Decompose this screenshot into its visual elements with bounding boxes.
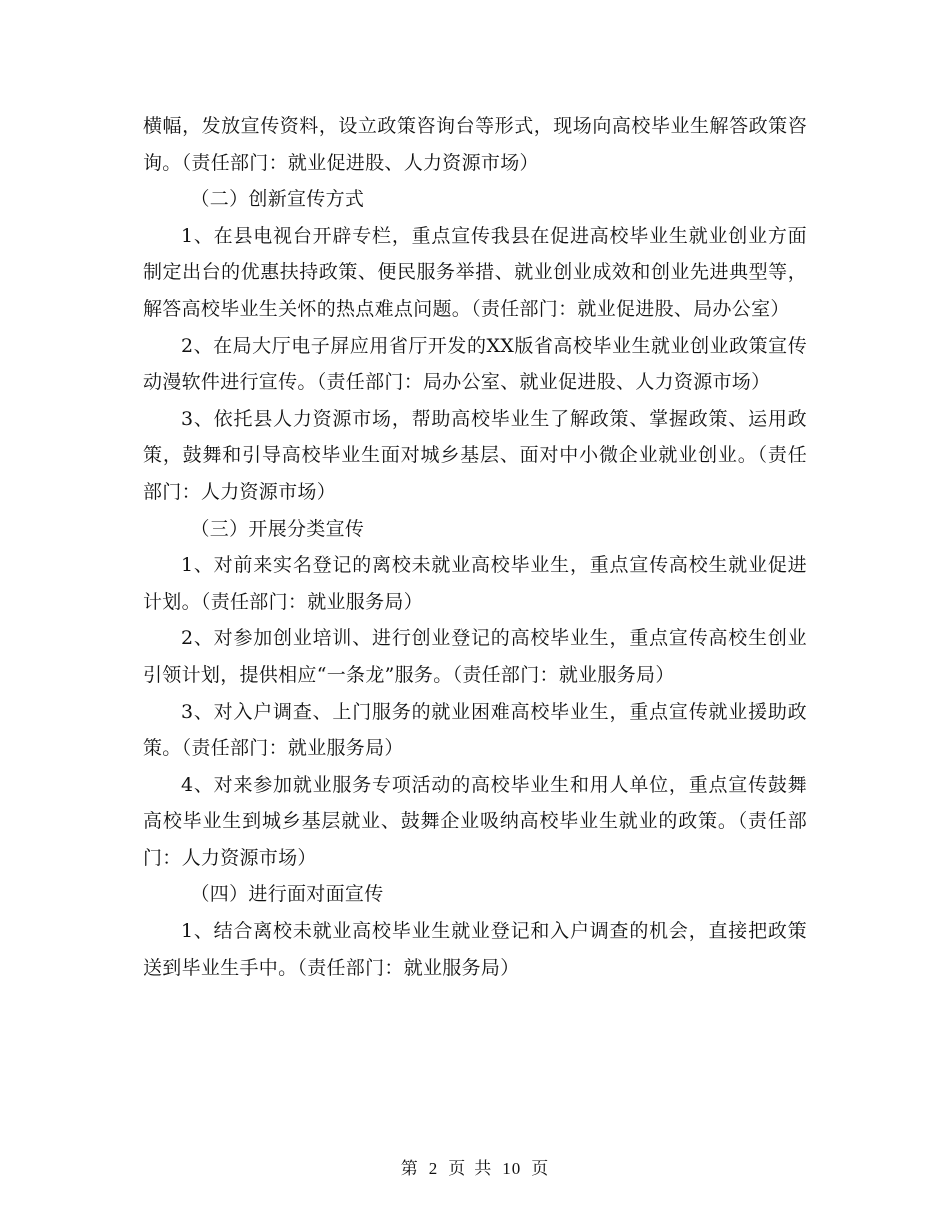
paragraph-registration: 1、对前来实名登记的离校未就业高校毕业生，重点宣传高校生就业促进计划。（责任部门：就业服务局） xyxy=(143,554,807,613)
paragraph-deliver-policy: 1、结合离校未就业高校毕业生就业登记和入户调查的机会，直接把政策送到毕业生手中。（责任部门：就业服务局） xyxy=(143,920,807,979)
paragraph-home-visits: 3、对入户调查、上门服务的就业困难高校毕业生，重点宣传就业援助政策。（责任部门：就业服务局） xyxy=(143,700,807,760)
section-heading-innovate-publicity: （二）创新宣传方式 xyxy=(190,188,365,211)
paragraph-tv-column: 1、在县电视台开辟专栏，重点宣传我县在促进高校毕业生就业创业方面制定出台的优惠扶持政策、便民服务举措、就业创业成效和创业先进典型等，解答高校毕业生关怀的热点难点问题。（责任部门：就业促进股、局办公室） xyxy=(143,224,807,320)
paragraph-continuation: 横幅，发放宣传资料，设立政策咨询台等形式，现场向高校毕业生解答政策咨询。（责任部门：就业促进股、人力资源市场） xyxy=(143,115,807,174)
section-heading-face-to-face: （四）进行面对面宣传 xyxy=(190,883,384,906)
paragraph-hr-market: 3、依托县人力资源市场，帮助高校毕业生了解政策、掌握政策、运用政策，鼓舞和引导高校毕业生面对城乡基层、面对中小微企业就业创业。（责任部门：人力资源市场） xyxy=(143,407,807,503)
footer-total-pages: 10 xyxy=(502,1159,522,1178)
section-heading-categorized-publicity: （三）开展分类宣传 xyxy=(190,517,365,540)
page-footer xyxy=(0,1154,950,1179)
paragraph-electronic-screen: 2、在局大厅电子屏应用省厅开发的XX版省高校毕业生就业创业政策宣传动漫软件进行宣传。（责任部门：局办公室、就业促进股、人力资源市场） xyxy=(143,334,807,394)
paragraph-special-activities: 4、对来参加就业服务专项活动的高校毕业生和用人单位，重点宣传鼓舞高校毕业生到城乡基层就业、鼓舞企业吸纳高校毕业生就业的政策。（责任部门：人力资源市场） xyxy=(143,773,807,869)
footer-total-word: 共 xyxy=(474,1159,493,1179)
footer-page-word: 页 xyxy=(448,1159,467,1179)
footer-prefix: 第 xyxy=(400,1159,419,1179)
footer-suffix: 页 xyxy=(531,1159,550,1179)
document-body xyxy=(143,108,807,986)
paragraph-entrepreneurship-training: 2、对参加创业培训、进行创业登记的高校毕业生，重点宣传高校生创业引领计划，提供相应“一条龙”服务。（责任部门：就业服务局） xyxy=(143,627,807,686)
footer-current-page: 2 xyxy=(428,1159,439,1178)
